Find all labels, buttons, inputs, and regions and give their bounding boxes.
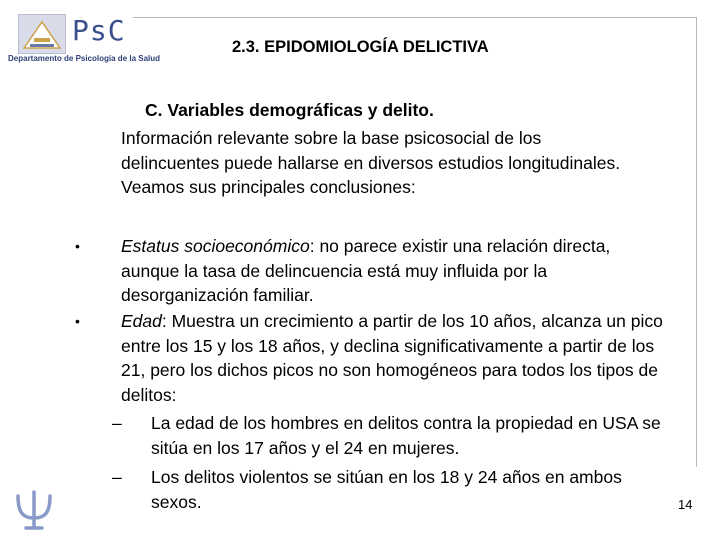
bullet-mark: •: [75, 238, 80, 254]
logo-letters: PsC: [72, 14, 126, 47]
logo-department-name: Departamento de Psicología de la Salud: [8, 54, 161, 63]
bullet-body: : Muestra un crecimiento a partir de los 10 años, alcanza un pico entre los 15 y los 18 años, y declina significativamente a partir de los 21, pero los dichos picos no son homogéneos para todos los tipos de delitos:: [121, 311, 663, 405]
page-number: 14: [678, 497, 693, 512]
intro-paragraph: Información relevante sobre la base psicosocial de los delincuentes puede hallarse en diversos estudios longitudinales. Veamos sus principales conclusiones:: [121, 128, 621, 197]
bullet-text: [121, 234, 673, 308]
sub-bullet-text: Los delitos violentos se sitúan en los 18 y 24 años en ambos sexos.: [151, 467, 622, 512]
psi-icon: [12, 488, 56, 532]
logo-emblem-icon: [18, 14, 66, 54]
dash-mark: –: [112, 413, 122, 433]
bullet-term: Edad: [121, 311, 162, 331]
bullet-term: Estatus socioeconómico: [121, 236, 310, 256]
frame-top-line: [133, 17, 696, 18]
frame-right-line: [696, 17, 697, 467]
bullet-text: [121, 309, 673, 407]
section-subtitle: C. Variables demográficas y delito.: [145, 100, 434, 120]
bullet-mark: •: [75, 313, 80, 329]
sub-bullet-text: La edad de los hombres en delitos contra la propiedad en USA se sitúa en los 17 años y el 24 en mujeres.: [151, 413, 661, 458]
bullet-body: : no parece existir una relación directa, aunque la tasa de delincuencia está muy influida por la desorganización familiar.: [121, 236, 611, 305]
department-logo: [8, 10, 161, 66]
dash-mark: –: [112, 467, 122, 487]
slide-title: 2.3. EPIDOMIOLOGÍA DELICTIVA: [232, 38, 489, 56]
